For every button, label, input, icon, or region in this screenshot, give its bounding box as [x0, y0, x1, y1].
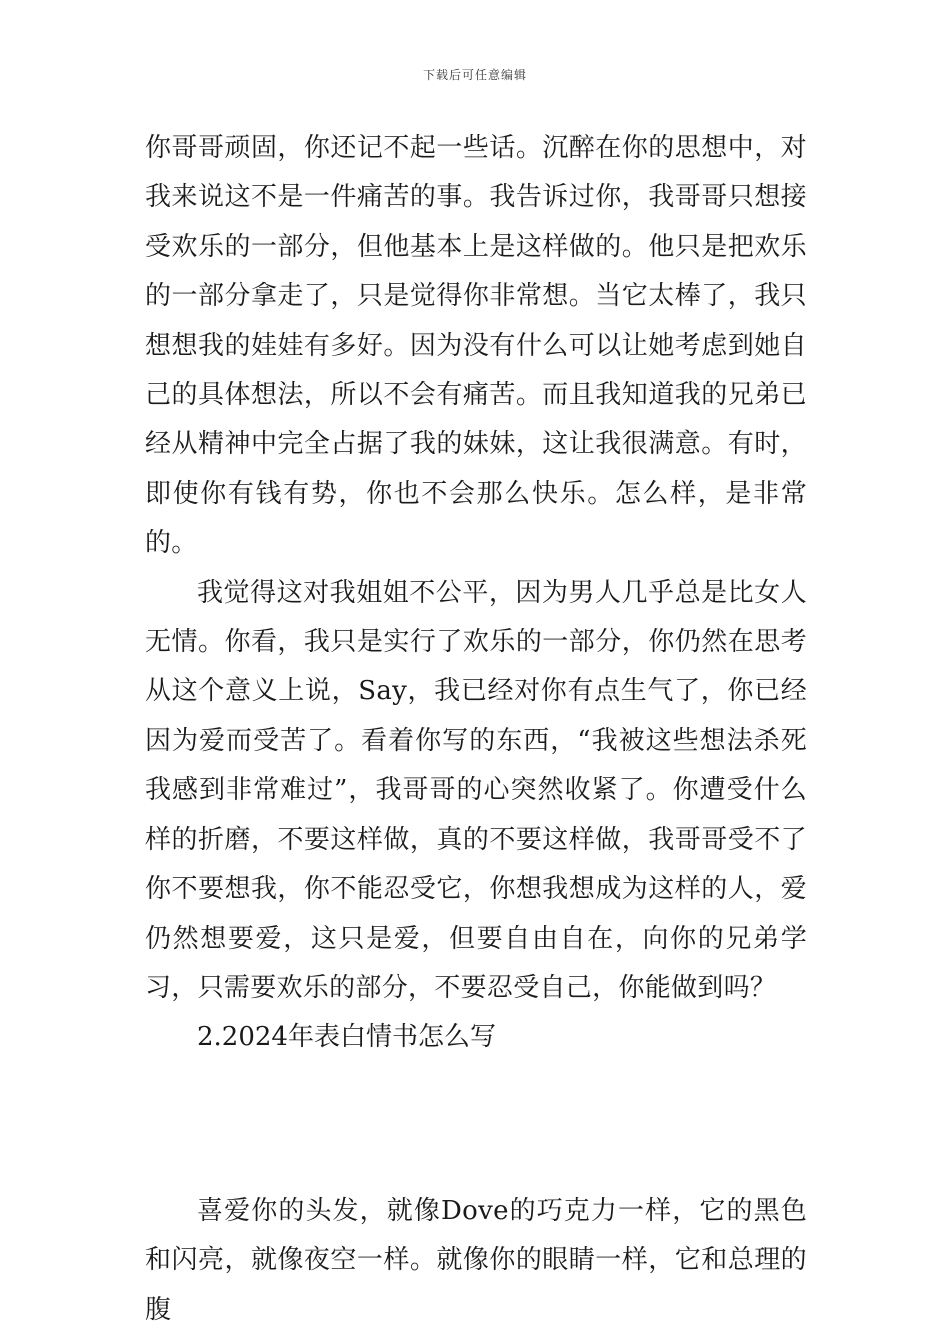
blank-space: [145, 1063, 807, 1187]
paragraph-2: 我觉得这对我姐姐不公平，因为男人几乎总是比女人无情。你看，我只是实行了欢乐的一部分，你仍然在思考从这个意义上说，Say，我已经对你有点生气了，你已经因为爱而受苦了。看着你写的东西，“我被这些想法杀死我感到非常难过”，我哥哥的心突然收紧了。你遭受什么样的折磨，不要这样做，真的不要这样做，我哥哥受不了你不要想我，你不能忍受它，你想我想成为这样的人，爱仍然想要爱，这只是爱，但要自由自在，向你的兄弟学习，只需要欢乐的部分，不要忍受自己，你能做到吗？: [145, 577, 807, 1003]
section-heading: 2.2024年表白情书怎么写: [197, 1022, 496, 1053]
document-body: [145, 124, 807, 1335]
page-header: 下载后可任意编辑: [422, 68, 527, 82]
paragraph-1: 你哥哥顽固，你还记不起一些话。沉醉在你的思想中，对我来说这不是一件痛苦的事。我告诉过你，我哥哥只想接受欢乐的一部分，但他基本上是这样做的。他只是把欢乐的一部分拿走了，只是觉得你非常想。当它太棒了，我只想想我的娃娃有多好。因为没有什么可以让她考虑到她自己的具体想法，所以不会有痛苦。而且我知道我的兄弟已经从精神中完全占据了我的妹妹，这让我很满意。有时，即使你有钱有势，你也不会那么快乐。怎么样，是非常的。: [145, 133, 807, 559]
paragraph-3: 喜爱你的头发，就像Dove的巧克力一样，它的黑色和闪亮，就像夜空一样。就像你的眼睛一样，它和总理的腹: [145, 1195, 807, 1325]
